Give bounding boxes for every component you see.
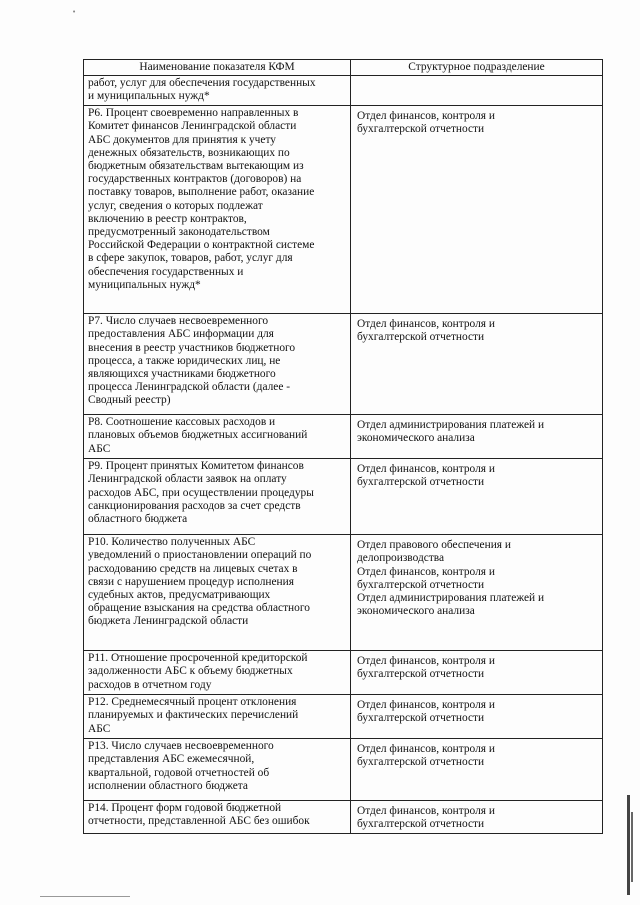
dept-text: Отдел финансов, контроля и бухгалтерской отчетности: [357, 805, 495, 831]
table-row: [84, 76, 603, 106]
indicator-text: P8. Соотношение кассовых расходов и плановых объемов бюджетных ассигнований АБС: [88, 416, 308, 455]
header-indicator-name: Наименование показателя КФМ: [84, 60, 351, 76]
indicator-cell: [84, 314, 351, 415]
dept-cell: [351, 106, 603, 314]
dept-text: Отдел администрирования платежей и экономического анализа: [357, 419, 545, 445]
indicator-text: P10. Количество полученных АБС уведомлений о приостановлении операций по расходованию средств на лицевых счетах в связи с нарушением процедур исполнения судебных актов, предусматривающих обращение взыскания на средства областного бюджета Ленинградской области: [88, 536, 312, 628]
indicator-cell: [84, 535, 351, 651]
dept-text: Отдел правового обеспечения и делопроизводства Отдел финансов, контроля и бухгалтерской отчетности Отдел администрирования платежей и экономического анализа: [357, 539, 545, 618]
dept-cell: [351, 801, 603, 833]
indicator-text: P11. Отношение просроченной кредиторской задолженности АБС к объему бюджетных расходов в отчетном году: [88, 652, 308, 691]
table-row: [84, 695, 603, 739]
kfm-indicators-table: [83, 59, 603, 834]
indicator-cell: [84, 459, 351, 535]
indicator-text: P6. Процент своевременно направленных в Комитет финансов Ленинградской области АБС документов для принятия к учету денежных обязательств, возникающих по бюджетным обязательствам вытекающим из государственных контрактов (договоров) на поставку товаров, выполнение работ, оказание услуг, сведения о которых подлежат включению в реестр контрактов, предусмотренный законодательством Российской Федерации о контрактной системе в сфере закупок, товаров, работ, услуг для обеспечения государственных и муниципальных нужд*: [88, 107, 315, 291]
indicator-cell: [84, 695, 351, 739]
indicator-text: P12. Среднемесячный процент отклонения планируемых и фактических перечислений АБС: [88, 696, 299, 735]
indicator-text: работ, услуг для обеспечения государственных и муниципальных нужд*: [88, 77, 316, 103]
indicator-cell: [84, 106, 351, 314]
dept-text: Отдел финансов, контроля и бухгалтерской отчетности: [357, 699, 495, 725]
dept-text: Отдел финансов, контроля и бухгалтерской отчетности: [357, 318, 495, 344]
dept-text: Отдел финансов, контроля и бухгалтерской отчетности: [357, 743, 495, 769]
table-row: [84, 739, 603, 801]
dept-cell: [351, 459, 603, 535]
table-row: [84, 415, 603, 459]
scan-bottom-line: [40, 896, 130, 897]
table-row: [84, 314, 603, 415]
dept-text: Отдел финансов, контроля и бухгалтерской отчетности: [357, 463, 495, 489]
table-row: [84, 106, 603, 314]
dept-cell: [351, 76, 603, 106]
dept-cell: [351, 535, 603, 651]
indicator-cell: [84, 739, 351, 801]
dept-cell: [351, 314, 603, 415]
indicator-cell: [84, 801, 351, 833]
table-row: [84, 651, 603, 695]
dept-cell: [351, 739, 603, 801]
dept-text: Отдел финансов, контроля и бухгалтерской отчетности: [357, 655, 495, 681]
dept-cell: [351, 695, 603, 739]
table-row: [84, 801, 603, 833]
scan-edge-line: [627, 795, 630, 895]
scan-mark: •: [72, 8, 77, 16]
dept-text: Отдел финансов, контроля и бухгалтерской отчетности: [357, 110, 495, 136]
dept-cell: [351, 415, 603, 459]
scan-edge-line: [631, 812, 633, 882]
indicator-cell: [84, 651, 351, 695]
table-row: [84, 459, 603, 535]
indicator-text: P7. Число случаев несвоевременного предоставления АБС информации для внесения в реестр участников бюджетного процесса, а также юридических лиц, не являющихся участниками бюджетного процесса Ленинградской области (далее - Сводный реестр): [88, 315, 296, 407]
table-header-row: [84, 60, 603, 76]
indicator-cell: [84, 415, 351, 459]
header-structural-unit: Структурное подразделение: [351, 60, 603, 76]
table-row: [84, 535, 603, 651]
indicator-text: P14. Процент форм годовой бюджетной отчетности, представленной АБС без ошибок: [88, 802, 310, 828]
indicator-text: P13. Число случаев несвоевременного представления АБС ежемесячной, квартальной, годовой отчетностей об исполнении областного бюджета: [88, 740, 274, 792]
indicator-cell: [84, 76, 351, 106]
dept-cell: [351, 651, 603, 695]
indicator-text: P9. Процент принятых Комитетом финансов Ленинградской области заявок на оплату расходов АБС, при осуществлении процедуры санкционирования расходов за счет средств областного бюджета: [88, 460, 314, 526]
